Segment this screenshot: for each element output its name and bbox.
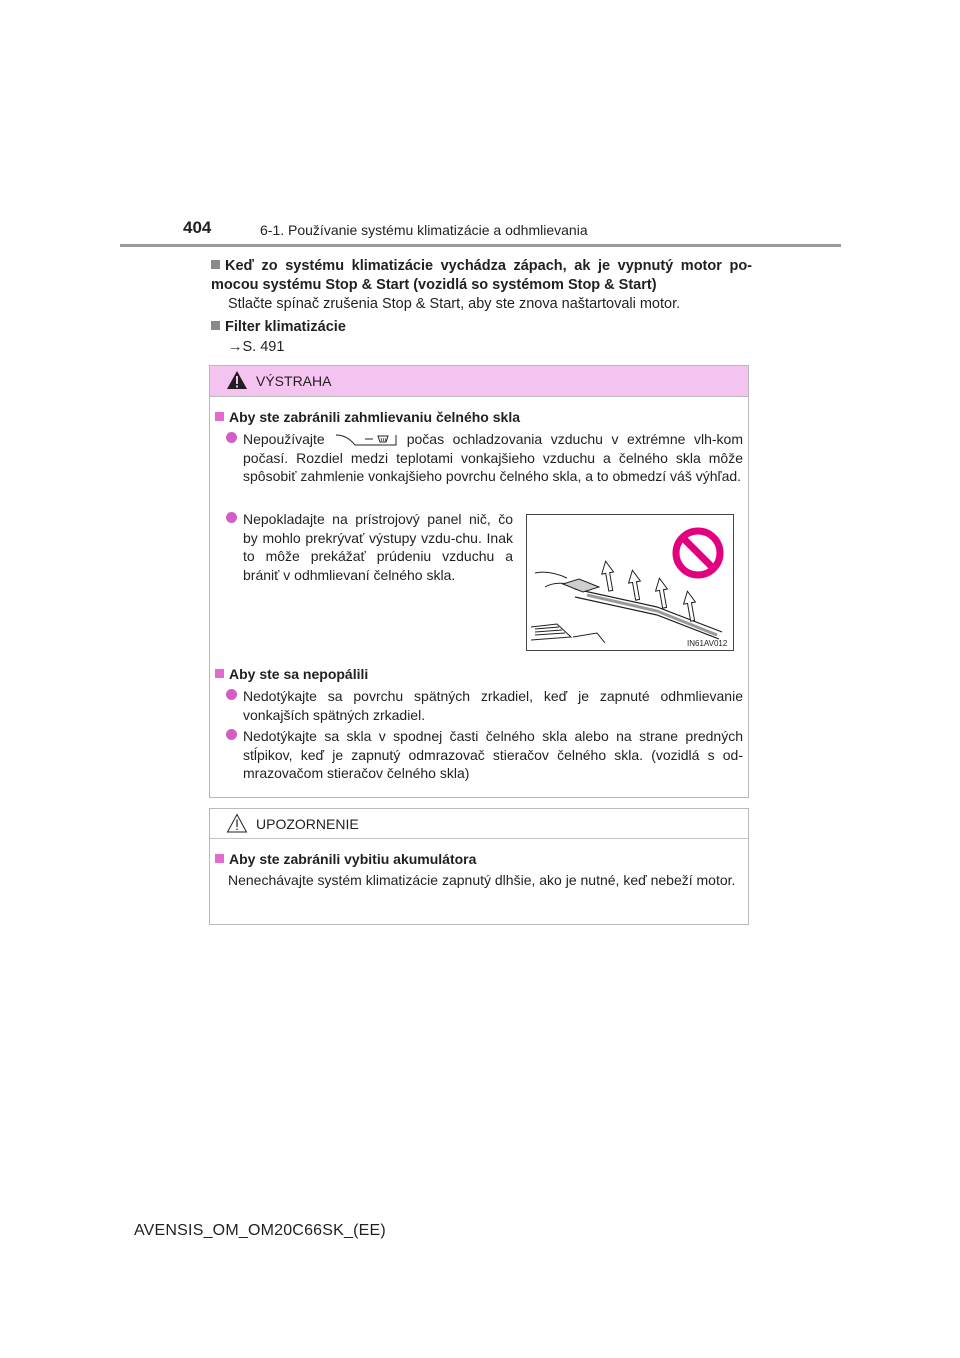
square-bullet-icon bbox=[215, 669, 224, 678]
item-heading-odor: Keď zo systému klimatizácie vychádza zápach, ak je vypnutý motor po-mocou systému Stop & Start (vozidlá so systémom Stop & Start) bbox=[211, 258, 752, 293]
square-bullet-icon bbox=[211, 321, 220, 330]
notice-section-battery: Aby ste zabránili vybitiu akumulátora bbox=[215, 851, 476, 867]
header-divider bbox=[120, 244, 841, 247]
warning-bullet-wiper-deicer: Nedotýkajte sa skla v spodnej časti čelného skla alebo na strane predných stĺpikov, keď je zapnutý odmrazovač stieračov čelného skla. (vozidlá s od-mrazovačom stieračov čelného skla) bbox=[226, 727, 743, 783]
bullet-dot-icon bbox=[226, 689, 237, 700]
warning-box bbox=[209, 365, 749, 798]
square-bullet-icon bbox=[211, 260, 220, 269]
warning-section-burns: Aby ste sa nepopálili bbox=[215, 666, 368, 682]
warning-section-fogging: Aby ste zabránili zahmlievaniu čelného skla bbox=[215, 409, 520, 425]
warning-bullet-dashboard: Nepokladajte na prístrojový panel nič, čo by mohlo prekrývať výstupy vzdu-chu. Inak to môže prekážať prúdeniu vzduchu a brániť v odhmlievaní čelného skla. bbox=[226, 510, 513, 584]
notice-text: Nenechávajte systém klimatizácie zapnutý dlhšie, ako je nutné, keď nebeží motor. bbox=[228, 872, 736, 888]
bullet-dot-icon bbox=[226, 432, 237, 443]
bullet-dot-icon bbox=[226, 512, 237, 523]
page-number: 404 bbox=[183, 218, 212, 237]
item-text-odor: Stlačte spínač zrušenia Stop & Start, aby ste znova naštartovali motor. bbox=[228, 296, 681, 312]
warning-bullet-mirrors: Nedotýkajte sa povrchu spätných zrkadiel, keď je zapnuté odhmlievanie vonkajších spätných zrkadiel. bbox=[226, 687, 743, 724]
warning-title: VÝSTRAHA bbox=[256, 373, 332, 389]
item-text-filter-ref: →S. 491 bbox=[228, 339, 285, 355]
illustration-code: IN61AV012 bbox=[687, 639, 728, 648]
section-title: 6-1. Používanie systému klimatizácie a odhmlievania bbox=[260, 222, 588, 238]
windshield-defogger-switch-icon bbox=[335, 432, 397, 447]
notice-box bbox=[209, 808, 749, 925]
warning-triangle-icon bbox=[226, 370, 248, 390]
square-bullet-icon bbox=[215, 854, 224, 863]
notice-title: UPOZORNENIE bbox=[256, 816, 359, 832]
document-code: AVENSIS_OM_OM20C66SK_(EE) bbox=[134, 1222, 386, 1239]
notice-header bbox=[210, 809, 748, 839]
bullet-dot-icon bbox=[226, 729, 237, 740]
warning-header bbox=[210, 366, 748, 397]
square-bullet-icon bbox=[215, 412, 224, 421]
warning-bullet-defogger: Nepoužívajte počas ochladzovania vzduchu v extrémne vlh-kom počasí. Rozdiel medzi teplotami vonkajšieho vzduchu a čelného skla môže spôsobiť zahmlenie vonkajšieho povrchu čelného skla, a to obmedzí váš výhľad. bbox=[226, 430, 743, 486]
windshield-vents-image bbox=[527, 515, 733, 650]
item-heading-filter: Filter klimatizácie bbox=[211, 318, 752, 337]
caution-triangle-icon bbox=[226, 813, 248, 833]
vent-illustration bbox=[526, 514, 734, 651]
